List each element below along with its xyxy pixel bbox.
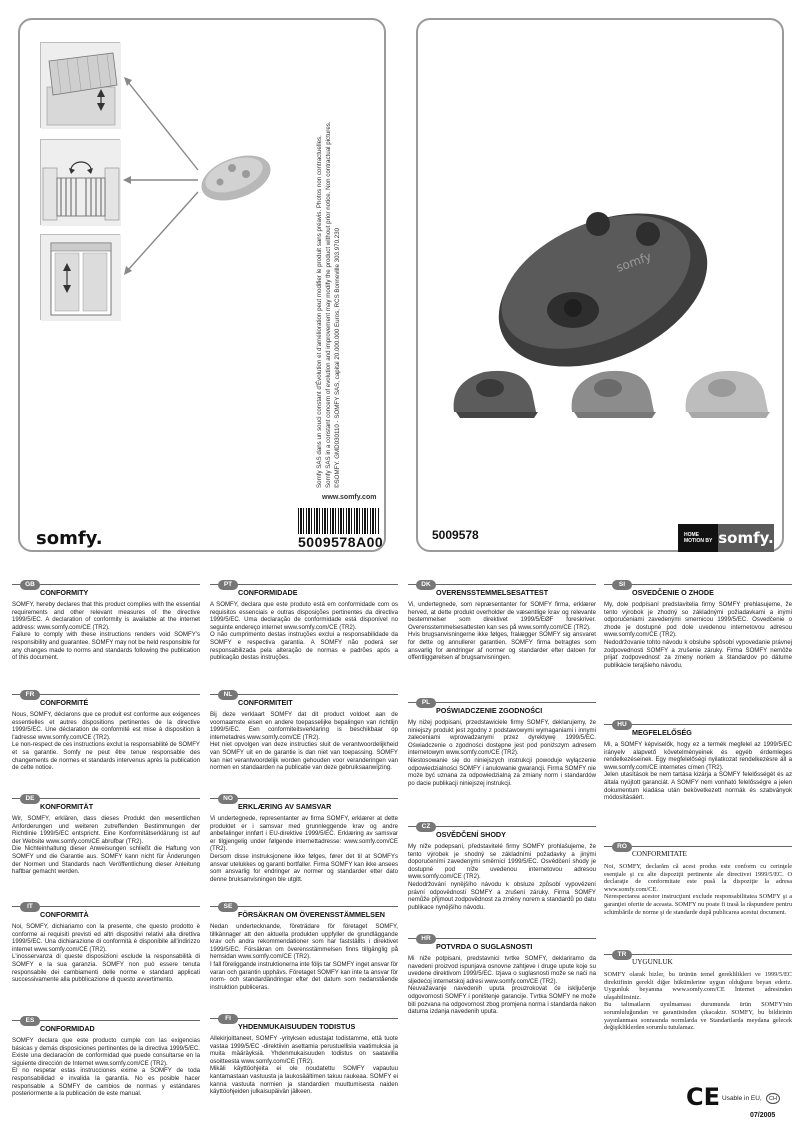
- declaration-title: POŚWIADCZENIE ZGODNOŚCI: [436, 706, 543, 715]
- declaration-text: My, dole podpísaní predstavitelia firmy SOMFY prehlasujeme, že tento výrobok je zhodný so základnými požiadavkami a inými odporučeniami zavedenými smernicou 1999/5/EC. Osvedčenie o zhode je dostupné pod dole uvedenou internetovou adresou www.somfy.com/CE (TR2).: [604, 601, 792, 639]
- ce-mark: CE: [686, 1083, 721, 1111]
- legal-line-2: Somfy SAS in a constant concern of evolution and improvement may modify the product without prior notice. Non contractual pictures.: [325, 121, 332, 488]
- language-badge: RO: [612, 842, 632, 852]
- declaration-text: Failure to comply with these instructions renders void SOMFY's responsibility and guarantee. SOMFY may not be held responsible for any changes made to norms and standards following the publication of this document.: [12, 631, 200, 662]
- declaration-title: CONFORMITEIT: [238, 698, 293, 707]
- barcode-number: 5009578A00: [298, 534, 384, 550]
- declaration-se: [210, 903, 398, 991]
- declaration-text: Dersom disse instruksjonene ikke følges, fører det til at SOMFYs ansvar utelukkes og garanti bortfaller. Firma SOMFY kan ikke ansees som ansvarlig for endringer av normer og standarder etter dato denne bruksanvisningen ble utgitt.: [210, 852, 398, 883]
- language-badge: NL: [218, 690, 238, 700]
- declaration-title: OSVĚDČENÍ SHODY: [436, 830, 506, 839]
- declaration-text: My níže podepsaní, představitelé firmy SOMFY prohlašujeme, že tento výrobek je shodný se základními požadavky a jinými doporučeními zavedenými směrnicí 1999/5/EC. Osvědčení shody je dostupné pod níže uvedenou internetovou adresou www.somfy.com/CE (TR2).: [408, 843, 596, 881]
- barcode: [298, 508, 380, 534]
- declaration-title: OVERENSSTEMMELSESATTEST: [436, 588, 549, 597]
- declaration-title: CONFORMITÉ: [40, 698, 89, 707]
- declaration-text: O não cumprimento destas instruções exclui a responsabilidade da SOMFY e respectiva garantia. A SOMFY não poderá ser responsabilizada pela alteração de normas e padrões após a publicação destas instruções.: [210, 631, 398, 662]
- country-badge: CH: [766, 1093, 780, 1104]
- declaration-nl: [210, 691, 398, 772]
- declaration-text: Nedodržování nynějšího návodu k obsluze způsobí vypovězení právní odpovědnosti SOMFY a zrušení záruky. Firma SOMFY nemůže přijmout zodpovědnost za změny norem a standardů po datu publikace nynějšího návodu.: [408, 880, 596, 911]
- language-badge: SE: [218, 902, 238, 912]
- declaration-de: [12, 795, 200, 876]
- declaration-ro: [604, 843, 792, 916]
- declaration-cz: [408, 823, 596, 911]
- declaration-title: CONFORMIDAD: [40, 1024, 95, 1033]
- somfy-badge: somfy.: [718, 524, 774, 552]
- usable-in-eu: Usable in EU,: [722, 1095, 762, 1102]
- remote-thumbnail-icon: [196, 148, 276, 208]
- language-badge: NO: [218, 794, 238, 804]
- declaration-text: Jelen utasítások be nem tartása kizárja a SOMFY felelősségét és az általa nyújtott garanciát. A SOMFY nem vonható felelősségre a jelen dokumentum kiadása után bekövetkezett normák és szabványok módosításáért.: [604, 771, 792, 802]
- declaration-text: A SOMFY, declara que este produto está em conformidade com os requisitos essenciais e outras disposições pertinentes da directiva 1999/5/EC. Uma declaração de conformidade está disponível no seguinte endereço internet www.somfy.com/CE (TR2).: [210, 601, 398, 631]
- language-badge: PT: [218, 580, 238, 590]
- declaration-text: Hvis brugsanvisningerne ikke følges, fralægger SOMFY sig ansvaret for dette og annullerer garantien. SOMFY firma betragtes som ansvarlig for ændringer af normer og standarder efter datoen for offentliggørelsen af brugsanvisningen.: [408, 631, 596, 662]
- declaration-text: Bij deze verklaart SOMFY dat dit product voldoet aan de voornaamste eisen en andere toepasselijke bepalingen van richtlijn 1999/5/EC. Een conformiteitsverklaring is beschikbaar op internetadres www.somfy.com/CE (TR2).: [210, 711, 398, 741]
- home-motion-badge: HOME MOTION BY: [678, 524, 718, 552]
- wall-holder-light-icon: [676, 362, 776, 422]
- language-badge: DK: [416, 580, 436, 590]
- language-badge: FI: [218, 1014, 238, 1024]
- declaration-fi: [210, 1015, 398, 1096]
- declaration-text: Nerespectarea acestor instrucţiuni exclude responsabilitatea SOMFY şi a garanţiei oferite de aceasta. SOMFY nu poate fi trasă la răspundere pentru schimbările de norme şi de standarde după publicarea acestui document.: [604, 893, 792, 916]
- declaration-text: Neuvažavanje navedenih uputa prouzrokovat će isključenje odgovornosti SOMFY i poništenje garancije. Tvrtka SOMFY ne može biti pozvana na odgovornost zbog promjena norma i standarda nakon datuma izdanja navedenih uputa.: [408, 985, 596, 1016]
- declaration-hr: [408, 935, 596, 1016]
- left-panel: [18, 18, 386, 552]
- declaration-text: Die Nichteinhaltung dieser Anweisungen schließt die Haftung von SOMFY und die Garantie aus. SOMFY kann nicht für Änderungen der Normen und Standards nach Veröffentlichung dieser Anleitung haftbar gemacht werden.: [12, 845, 200, 876]
- declaration-title: YHDENMUKAISUUDEN TODISTUS: [238, 1022, 356, 1031]
- declaration-text: SOMFY declara que este producto cumple con las exigencias básicas y demás disposiciones pertinentes de la directiva 1999/5/EC. Existe una declaración de conformidad que puede consultarse en la siguiente dirección de Internet www.somfy.com/CE (TR2).: [12, 1037, 200, 1067]
- declaration-it: [12, 903, 200, 984]
- declaration-fr: [12, 691, 200, 772]
- declaration-pl: [408, 699, 596, 787]
- declaration-text: Nedan undertecknande, företrädare för företaget SOMFY, tillkännager att den aktuella produkten uppfyller de grundläggande krav och andra rekommendationer som har fastställts i direktivet 1999/5/EC. Försäkran om överensstämmelsen finns tillgänglig på hemsidan www.somfy.com/CE (TR2).: [210, 923, 398, 961]
- wall-holder-grey-icon: [562, 362, 662, 422]
- declaration-si: [604, 581, 792, 669]
- declaration-text: Vi, undertegnede, som repræsentanter for SOMFY firma, erklærer herved, at dette produkt overholder de væsentlige krav og relevante bestemmelser som direktivet 1999/5/EØF foreskriver. Overensstemmelsesattesten kan ses på www.somfy.com/CE (TR2).: [408, 601, 596, 631]
- declaration-title: CONFORMITY: [40, 588, 89, 597]
- declaration-text: My niżej podpisani, przedstawiciele firmy SOMFY, deklarujemy, że niniejszy produkt jest zgodny z podstawowymi wymaganiami i innymi zaleceniami wprowadzanymi przez dyrektywę 1999/5/EC. Oświadczenie o zgodności dostępne jest pod poniższym adresem internetowym www.somfy.com/CE (TR2).: [408, 719, 596, 757]
- declaration-es: [12, 1017, 200, 1098]
- declaration-text: Le non-respect de ces instructions exclut la responsabilité de SOMFY et sa garantie. Somfy ne peut être tenue responsable des changements de normes et standards intervenus après la publication de cette notice.: [12, 741, 200, 772]
- declaration-text: Niestosowanie się do niniejszych instrukcji powoduje wyłączenie odpowiedzialności SOMFY i anulowanie gwarancji. Firma SOMFY nie może być uznana za odpowiedzialną za zmiany norm i standardów po dacie publikacji niniejszej instrukcji.: [408, 756, 596, 787]
- declaration-text: Bu talimatların uyulmaması durumunda ürün SOMFY'nin sorumluluğundan ve garantisinden çıkacaktır. SOMFY, bu bildirinin yayınlanması sonrasında normlarda ve Standartlarda meydana gelecek değişikliklerden sorumlu tutulamaz.: [604, 1001, 792, 1032]
- somfy-logo: somfy.: [36, 528, 103, 549]
- declaration-text: Noi, SOMFY, dichiariamo con la presente, che questo prodotto è conforme ai requisiti previsti ed altri dispositivi relativi alla direttiva 1999/5/EC. Una dichiarazione di conformità è disponibile all'indirizzo internet www.somfy.com/CE (TR2).: [12, 923, 200, 953]
- reference-number: 5009578: [432, 528, 479, 542]
- declaration-title: CONFORMIDADE: [238, 588, 298, 597]
- declaration-tr: [604, 951, 792, 1032]
- declaration-text: El no respetar estas instrucciones exime a SOMFY de toda responsabilidad e invalida la garantía. No es posible hacer responsable a SOMFY de cambios de normas y estándares posteriormente a la publicación de este manual.: [12, 1067, 200, 1098]
- declaration-title: FÖRSÄKRAN OM ÖVERENSSTÄMMELSEN: [238, 910, 385, 919]
- legal-line-1: Somfy SAS dans un souci constant d'Évolution et d'amélioration peut modifier le produit sans préavis. Photos non contractuelles.: [316, 135, 323, 488]
- language-badge: CZ: [416, 822, 436, 832]
- declaration-title: ERKLÆRING AV SAMSVAR: [238, 802, 332, 811]
- declaration-pt: [210, 581, 398, 662]
- language-badge: PL: [416, 698, 436, 708]
- declaration-text: Wir, SOMFY, erklären, dass dieses Produkt den wesentlichen Anforderungen und weiteren zutreffenden Bestimmungen der Richtlinie 1999/5/EC entspricht. Eine Konformitätserklärung ist auf der Website www.somfy.com/CE abrufbar (TR2).: [12, 815, 200, 845]
- declaration-gb: [12, 581, 200, 662]
- language-badge: DE: [20, 794, 40, 804]
- declaration-title: OSVEDČENIE O ZHODE: [632, 588, 714, 597]
- declaration-text: Nedodržovanie tohto návodu k obsluhe spôsobí vypovedanie právnej zodpovednosti SOMFY a zrušenie záruky. Firma SOMFY nemôže prijať zodpovednosť za zmeny noriem a štandardov po dátume publikácie terajšieho návodu.: [604, 638, 792, 669]
- declaration-title: MEGFELELŐSÉG: [632, 728, 692, 737]
- declaration-text: I fall föreliggande instruktionerna inte följs tar SOMFY inget ansvar för varan och garantin upphävs. Företaget SOMFY kan inte ta ansvar för norm- och standardändringar efter det datum som nedanstående instruktion publiceras.: [210, 960, 398, 991]
- declaration-text: L'inosservanza di queste disposizioni esclude la responsabilità di SOMFY e la sua garanzia. SOMFY non può essere tenuta responsabile dei cambiamenti delle norme e standard applicati successivamente alla pubblicazione di questo avvertimento.: [12, 953, 200, 984]
- language-badge: IT: [20, 902, 40, 912]
- language-badge: HU: [612, 720, 632, 730]
- declaration-title: CONFORMITÀ: [40, 910, 89, 919]
- declaration-title: UYGUNLUK: [632, 958, 673, 966]
- declaration-text: Noi, SOMFY, declarăm că acest produs este conform cu cerinţele esenţiale şi cu alte dispoziţii pertinente ale directivei 1999/5/EC. O declaraţie de conformitate este pusă la dispoziţie la adresa www.somfy.com/CE.: [604, 863, 792, 893]
- language-badge: SI: [612, 580, 632, 590]
- website-link[interactable]: www.somfy.com: [322, 494, 377, 501]
- svg-text:somfy: somfy: [614, 249, 654, 275]
- declaration-title: KONFORMITÄT: [40, 802, 94, 811]
- declaration-title: POTVRDA O SUGLASNOSTI: [436, 942, 533, 951]
- language-badge: TR: [612, 950, 632, 960]
- declaration-text: SOMFY olarak bizler, bu ürünün temel gereklilikleri ve 1999/5/EC direktifinin gerekli diğer hükümlerine uygun olduğunu beyan ederiz. Uygunluk beyanına www.somfy.com/CE İnternet adresinden ulaşabilirsiniz.: [604, 971, 792, 1001]
- language-badge: ES: [20, 1016, 40, 1026]
- declaration-text: Mi, a SOMFY képviselők, hogy ez a termék megfelel az 1999/5/EC irányelv alapvető követelményeinek és egyéb érdemleges rendelkezéseinek. Egy megfelelőségi nyilatkozat rendelkezésre áll a www.somfy.com/CE internetes címen (TR2).: [604, 741, 792, 771]
- language-badge: FR: [20, 690, 40, 700]
- language-badge: HR: [416, 934, 436, 944]
- declaration-text: Allekirjoittaneet, SOMFY -yrityksen edustajat todistamme, että tuote vastaa 1999/5/EC -direktiivin asettamia perustuellisia vaatimuksia ja muita määräyksiä. Yhdenmukaisuuden todistus on saatavilla osoitteesta www.somfy.com/CE (TR2).: [210, 1035, 398, 1065]
- legal-line-3: ©SOMFY. GMD030110 - SOMFY SAS, capital 20.000.000 Euros, RCS Bonneville 303.970.230: [334, 227, 341, 488]
- declaration-text: Nous, SOMFY, déclarons que ce produit est conforme aux exigences essentielles et autres dispositions pertinentes de la directive 1999/5/EC. Une déclaration de conformité est mise à disposition à l'adresse www.somfy.com/CE (TR2).: [12, 711, 200, 741]
- declaration-title: CONFORMITATE: [632, 850, 687, 858]
- wall-holder-dark-icon: [444, 362, 544, 422]
- remote-control-icon: [478, 190, 728, 370]
- declaration-no: [210, 795, 398, 883]
- declaration-dk: [408, 581, 596, 662]
- declaration-text: Vi undertegnede, representanter av firma SOMFY, erklærer at dette produktet er i samsvar med grunnleggende krav og andre anbefalinger innført i EU-direktive 1999/5/EC. Erklæring av samsvar er tilgjengelig under følgende internettadresse: www.somfy.com/CE (TR2).: [210, 815, 398, 853]
- language-badge: GB: [20, 580, 40, 590]
- right-panel: [416, 18, 784, 552]
- declaration-text: Mi niže potpisani, predstavnici tvrtke SOMFY, deklariramo da navedeni proizvod ispunjava osnovne zahtjeve i druge upute koje su uvedene direktivom 1999/5/EC. Izjava o suglasnosti može se naći na sljedećoj internetskoj adresi www.somfy.com/CE (TR2).: [408, 955, 596, 985]
- declaration-text: SOMFY, hereby declares that this product complies with the essential requirements and other relevant measures of the directive 1999/5/EC. A declaration of conformity is available at the internet address: www.somfy.com/CE (TR2).: [12, 601, 200, 631]
- publication-date: 07/2005: [750, 1112, 776, 1119]
- declaration-text: Het niet opvolgen van deze instructies sluit de verantwoordelijkheid van SOMFY uit en de garantie is dan niet van toepassing. SOMFY kan niet verantwoordelijk worden gehouden voor veranderingen van normen en standaarden na publicatie van deze gebruiksaanwijzing.: [210, 741, 398, 772]
- declaration-hu: [604, 721, 792, 802]
- declaration-text: Mikäli käyttöohjeita ei ole noudatettu SOMFY vapautuu kantamastaan vastuusta ja laukosäältimen takuu raukeaa. SOMFY ei kanna vastuuta normien ja standardien muuttumisesta naiden käyttöohjeiden julkaisupäivän jälkeen.: [210, 1065, 398, 1096]
